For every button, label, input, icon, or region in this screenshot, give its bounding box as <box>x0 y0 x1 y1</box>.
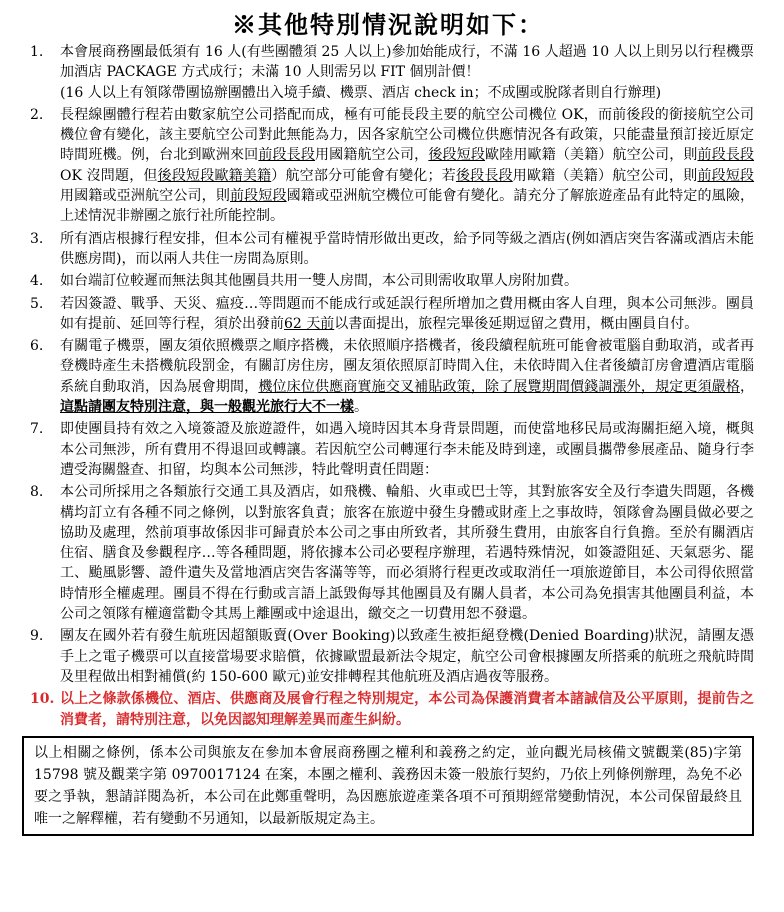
text-segment: 用國籍航空公司， <box>315 147 429 164</box>
condition-number: 10. <box>30 691 55 708</box>
text-segment: 本公司所採用之各類旅行交通工具及酒店，如飛機、輪船、火車或巴士等，其對旅客安全及行李遺失問題，各機構均訂立有各種不同之條例，以對旅客負責；旅客在旅遊中發生身體或財產上之事故時，領隊會為團員做必要之協助及處理，然前項事故係因非可歸責於本公司之事由所致者，其所發生費用，由旅客自行負擔。至於有關酒店住宿、膳食及參觀程序…等各種問題，將依據本公司必要程序辦理，若遇特殊情況，如簽證阻延、天氣惡劣、罷工、颱風影響、證件遺失及當地酒店突告客滿等等，而必須將行程更改或取消任一項旅遊節目，本公司得依照當時情形全權處理。團員不得在行動或言語上詆毀侮辱其他團員及有關人員者，本公司為免損害其他團員利益，本公司之領隊有權適當勸令其馬上離團或中途退出，繳交之一切費用恕不發還。 <box>60 484 754 623</box>
condition-item <box>22 271 754 291</box>
text-segment: 國籍或亞洲航空機位可能會有變化。請充分了解旅遊產品有此特定的風險，上述情況非辦團之旅行社所能控制。 <box>60 188 755 225</box>
condition-number: 7. <box>30 421 44 438</box>
condition-number: 8. <box>30 484 44 501</box>
underlined-text: 後段短段歐籍美籍 <box>157 167 272 184</box>
condition-text <box>60 336 754 417</box>
text-segment: 本會展商務團最低須有 16 人(有些團體須 25 人以上)參加始能成行，不滿 16 人超過 10 人以上則另以行程機票加酒店 PACKAGE 方式成行；未滿 10 人則需另以 FIT 個別計價！ <box>60 44 754 81</box>
text-segment: 用國籍或亞洲航空公司，則 <box>60 188 230 205</box>
condition-number: 9. <box>30 628 44 645</box>
text-segment: 。 <box>354 399 368 416</box>
condition-item <box>22 336 754 417</box>
underlined-text: 前段短段 <box>230 188 287 205</box>
condition-item <box>22 229 754 270</box>
text-segment: ）航空部分可能會有變化；若 <box>271 167 456 184</box>
text-segment: 如台端訂位較遲而無法與其他團員共用一雙人房間，本公司則需收取單人房附加費。 <box>60 273 578 290</box>
condition-item <box>22 626 754 687</box>
text-segment: 以書面提出，旅程完畢後延期逗留之費用，概由團員自付。 <box>334 315 699 332</box>
condition-text <box>60 105 754 227</box>
condition-text <box>60 42 754 103</box>
text-segment: 若因簽證、戰爭、天災、瘟疫…等問題而不能成行或延誤行程所增加之費用概由客人自理，與本公司無涉。團員如有提前、延回等行程，須於出發前 <box>60 295 754 332</box>
condition-text <box>60 419 754 480</box>
condition-number: 6. <box>30 338 44 355</box>
text-segment: 以上之條款係機位、酒店、供應商及展會行程之特別規定，本公司為保護消費者本諸誠信及公平原則，提前告之消費者，請特別注意，以免因認知理解差異而產生糾紛。 <box>60 691 754 728</box>
condition-text <box>60 482 754 624</box>
condition-item <box>22 419 754 480</box>
condition-text <box>60 294 754 335</box>
condition-number: 3. <box>30 230 44 247</box>
condition-number: 4. <box>30 273 44 290</box>
condition-number: 2. <box>30 106 44 123</box>
page-title: ※其他特別情況說明如下： <box>232 10 544 39</box>
underlined-text: 前段長段 <box>697 147 755 164</box>
condition-text <box>60 271 754 291</box>
text-segment: 團友在國外若有發生航班因超額販賣(Over Booking)以致產生被拒絕登機(Denied Boarding)狀況，請團友憑手上之電子機票可以直接當場要求賠償，依據歐盟最新法令規定，航空公司會根據團友所搭乘的航班之飛航時間及里程做出相對補償(約 150-600 歐元)並安排轉程其他航班及酒店過夜等服務。 <box>60 628 754 685</box>
condition-item <box>22 105 754 227</box>
condition-text <box>60 229 754 270</box>
footer-notice-box: 以上相關之條例，係本公司與旅友在參加本會展商務團之權利和義務之約定，並向觀光局核備文號觀業(85)字第 15798 號及觀業字第 0970017124 在案，本團之權利、義務因未簽一般旅行契約，乃依上列條例辦理，為免不必要之爭執，懇請詳閱為祈，本公司在此鄭重聲明，為因應旅遊產業各項不可預期經常變動情況，本公司保留最終且唯一之解釋權，若有變動不另通知，以最新版規定為主。 <box>22 736 754 836</box>
condition-item <box>22 689 754 730</box>
text-segment: 長程線團體行程若由數家航空公司搭配而成，極有可能長段主要的航空公司機位 OK，而前後段的銜接航空公司機位會有變化，該主要航空公司對此無能為力，因各家航空公司機位供應情況各有政策，只能盡量預訂接近原定時間班機。例，台北到歐洲來回 <box>60 106 754 164</box>
text-segment: 有關電子機票，團友須依照機票之順序搭機，未依照順序搭機者，後段續程航班可能會被電腦自動取消，或者再登機時產生未搭機航段罰金，有關訂房住房，團友須依照原訂時間入住，未依時間入住者後續訂房會遭酒店電腦系統自動取消，因為展會期間， <box>60 338 754 395</box>
text-segment: 所有酒店根據行程安排，但本公司有權視乎當時情形做出更改，給予同等級之酒店(例如酒店突告客滿或酒店未能供應房間)，而以兩人共住一房間為原則。 <box>60 230 754 267</box>
condition-item <box>22 42 754 103</box>
condition-item <box>22 482 754 624</box>
condition-number: 1. <box>30 44 44 60</box>
conditions-list <box>22 42 754 730</box>
underlined-text: 後段短段 <box>428 147 486 164</box>
underlined-text: 前段長段 <box>258 147 316 164</box>
text-segment: (16 人以上有領隊帶團協辦團體出入境手續、機票、酒店 check in；不成團或脫隊者則自行辦理) <box>60 84 662 101</box>
underlined-text: 機位床位供應商實施交叉補貼政策，除了展覽期間價錢調漲外，規定更須嚴格 <box>258 378 741 395</box>
text-segment: ， <box>740 378 755 395</box>
text-segment: 用歐籍（美籍）航空公司，則 <box>512 167 698 184</box>
condition-item <box>22 294 754 335</box>
underlined-text: 62 天前 <box>284 315 335 332</box>
condition-number: 5. <box>30 295 44 312</box>
underlined-text: 後段長段 <box>455 167 513 184</box>
underlined-text: 這點請團友特別注意，與一般觀光旅行大不一樣 <box>60 399 354 416</box>
condition-text <box>60 689 754 730</box>
text-segment: 歐陸用歐籍（美籍）航空公司，則 <box>485 147 698 164</box>
text-segment: 即使團員持有效之入境簽證及旅遊證件，如遇入境時因其本身背景問題，而使當地移民局或海關拒絕入境，概與本公司無涉，所有費用不得退回或轉讓。若因航空公司轉運行李未能及時到達，或團員攜帶參展產品、隨身行李遭受海關盤查、扣留，均與本公司無涉，特此聲明責任問題： <box>60 421 754 478</box>
text-segment: OK 沒問題，但 <box>60 167 158 184</box>
underlined-text: 前段短段 <box>697 167 755 184</box>
condition-text <box>60 626 754 687</box>
